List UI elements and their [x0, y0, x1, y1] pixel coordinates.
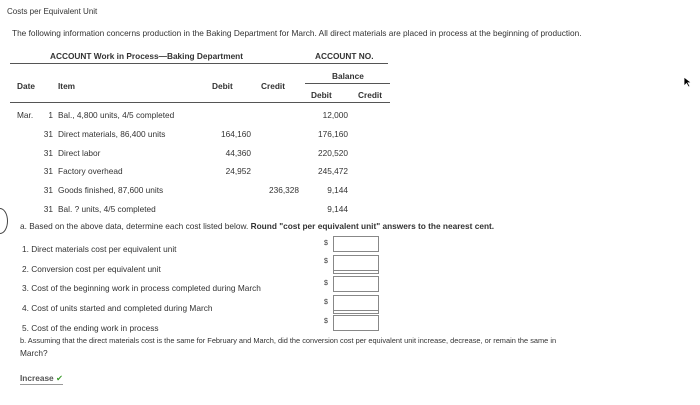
account-divider [10, 63, 388, 64]
row-balance-debit: 9,144 [327, 204, 348, 214]
answer-input-3[interactable] [333, 276, 379, 292]
currency-symbol: $ [324, 318, 328, 325]
balance-divider [305, 83, 390, 84]
question-item-2: 2. Conversion cost per equivalent unit [22, 264, 161, 274]
row-balance-debit: 9,144 [327, 185, 348, 195]
row-date: Mar. [17, 110, 34, 120]
currency-symbol: $ [324, 280, 328, 287]
question-item-5: 5. Cost of the ending work in process [22, 323, 159, 333]
row-credit: 236,328 [269, 185, 299, 195]
row-item: Bal. ? units, 4/5 completed [58, 204, 156, 214]
row-day: 1 [48, 110, 53, 120]
question-b-line-2: March? [20, 348, 48, 358]
header-date: Date [17, 81, 35, 91]
question-a-text [20, 221, 494, 231]
row-day: 31 [43, 129, 53, 139]
row-balance-debit: 245,472 [318, 166, 348, 176]
header-debit: Debit [212, 81, 233, 91]
question-item-1: 1. Direct materials cost per equivalent unit [22, 244, 177, 254]
cursor-icon [683, 76, 693, 88]
row-balance-debit: 176,160 [318, 129, 348, 139]
header-balance: Balance [332, 71, 364, 81]
currency-symbol: $ [324, 299, 328, 306]
answer-input-4[interactable] [333, 295, 379, 311]
row-debit: 24,952 [225, 166, 251, 176]
question-a-prefix: a. Based on the above data, determine each cost listed below. [20, 221, 251, 231]
row-item: Bal., 4,800 units, 4/5 completed [58, 110, 175, 120]
currency-symbol: $ [324, 258, 328, 265]
currency-symbol: $ [324, 240, 328, 247]
row-balance-debit: 220,520 [318, 148, 348, 158]
selected-answer: Increase [20, 373, 54, 383]
row-debit: 44,360 [225, 148, 251, 158]
account-name: ACCOUNT Work in Process—Baking Department [50, 51, 244, 61]
question-a-instruction: Round "cost per equivalent unit" answers to the nearest cent. [250, 221, 495, 231]
row-item: Goods finished, 87,600 units [58, 185, 164, 195]
page-title: Costs per Equivalent Unit [7, 7, 98, 16]
header-credit: Credit [261, 81, 285, 91]
intro-text: The following information concerns production in the Baking Department for March. All direct materials are placed in process at the beginning of production. [12, 28, 582, 38]
row-debit: 164,160 [221, 129, 251, 139]
answer-input-1[interactable] [333, 236, 379, 252]
row-day: 31 [43, 204, 53, 214]
header-divider [10, 102, 390, 103]
row-item: Direct labor [58, 148, 101, 158]
row-item: Factory overhead [58, 166, 123, 176]
header-balance-debit: Debit [311, 90, 332, 100]
question-b-line-1: b. Assuming that the direct materials cost is the same for February and March, did the conversion cost per equivalent unit increase, decrease, or remain the same in [20, 336, 557, 345]
row-day: 31 [43, 166, 53, 176]
page-edge-curve [0, 208, 8, 234]
row-item: Direct materials, 86,400 units [58, 129, 166, 139]
check-icon: ✔ [56, 373, 63, 383]
row-day: 31 [43, 185, 53, 195]
answer-select-increase[interactable] [20, 373, 63, 385]
answer-input-5[interactable] [333, 315, 379, 331]
account-number-label: ACCOUNT NO. [315, 51, 374, 61]
answer-input-2[interactable] [333, 255, 379, 271]
question-item-4: 4. Cost of units started and completed during March [22, 303, 213, 313]
row-balance-debit: 12,000 [322, 110, 348, 120]
question-item-3: 3. Cost of the beginning work in process completed during March [22, 283, 261, 293]
header-balance-credit: Credit [358, 90, 382, 100]
header-item: Item [58, 81, 76, 91]
row-day: 31 [43, 148, 53, 158]
